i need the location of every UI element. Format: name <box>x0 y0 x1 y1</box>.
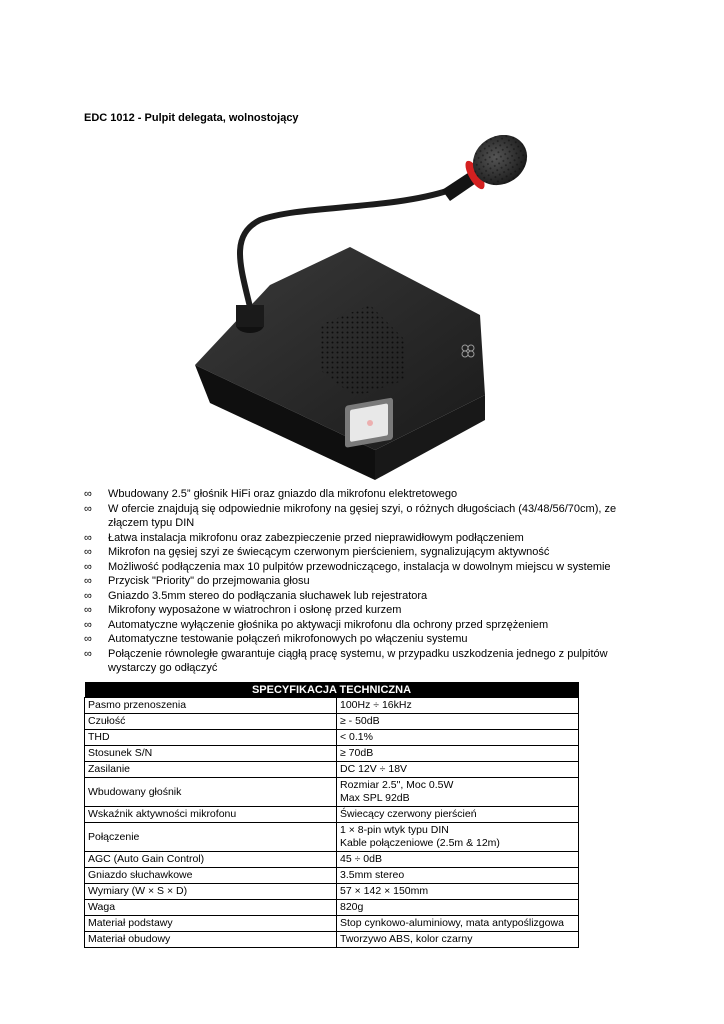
bullet-icon: ∞ <box>84 546 92 558</box>
spec-value-line: ≥ - 50dB <box>340 715 380 727</box>
spec-label: Zasilanie <box>85 762 337 778</box>
feature-text: Gniazdo 3.5mm stereo do podłączania słuchawek lub rejestratora <box>108 589 428 602</box>
spec-value <box>337 778 579 807</box>
spec-table <box>84 682 579 948</box>
spec-label: Pasmo przenoszenia <box>85 698 337 714</box>
feature-text: Łatwa instalacja mikrofonu oraz zabezpieczenie przed nieprawidłowym podłączeniem <box>108 531 524 544</box>
bullet-icon: ∞ <box>84 502 92 515</box>
spec-value-line: Stop cynkowo-aluminiowy, mata antypoślizgowa <box>340 917 564 929</box>
spec-label: Czułość <box>85 714 337 730</box>
spec-value-line: Max SPL 92dB <box>340 792 410 804</box>
spec-value <box>337 900 579 916</box>
spec-row <box>85 698 579 714</box>
spec-value <box>337 807 579 823</box>
feature-item <box>84 632 644 647</box>
spec-label: Waga <box>85 900 337 916</box>
spec-value-line: DC 12V ÷ 18V <box>340 763 408 775</box>
feature-item <box>84 574 644 589</box>
spec-value-line: Świecący czerwony pierścień <box>340 808 477 820</box>
spec-value <box>337 868 579 884</box>
spec-row <box>85 746 579 762</box>
spec-value <box>337 762 579 778</box>
spec-label: Wbudowany głośnik <box>85 778 337 807</box>
spec-value <box>337 698 579 714</box>
spec-label: Wymiary (W × S × D) <box>85 884 337 900</box>
feature-text: Przycisk "Priority" do przejmowania głosu <box>108 575 310 587</box>
feature-text: Mikrofony wyposażone w wiatrochron i osłonę przed kurzem <box>108 604 402 616</box>
spec-value-line: 100Hz ÷ 16kHz <box>340 699 412 711</box>
bullet-icon: ∞ <box>84 618 92 631</box>
spec-row <box>85 916 579 932</box>
spec-label: THD <box>85 730 337 746</box>
spec-value <box>337 730 579 746</box>
spec-label: Gniazdo słuchawkowe <box>85 868 337 884</box>
spec-value <box>337 932 579 948</box>
feature-text: Połączenie równoległe gwarantuje ciągłą pracę systemu, w przypadku uszkodzenia jednego z pulpitów wystarczy go odłączyć <box>108 647 608 674</box>
feature-item <box>84 589 644 604</box>
spec-row <box>85 884 579 900</box>
spec-row <box>85 852 579 868</box>
feature-item <box>84 531 644 546</box>
spec-table-header: SPECYFIKACJA TECHNICZNA <box>85 682 579 698</box>
spec-value-line: Tworzywo ABS, kolor czarny <box>340 933 473 945</box>
spec-value-line: 45 ÷ 0dB <box>340 853 382 865</box>
bullet-icon: ∞ <box>84 531 92 544</box>
page-title: EDC 1012 - Pulpit delegata, wolnostojący <box>84 112 299 124</box>
feature-text: W ofercie znajdują się odpowiednie mikrofony na gęsiej szyi, o różnych długościach (43/48/56/70cm), ze złączem typu DIN <box>108 502 617 529</box>
spec-value-line: 57 × 142 × 150mm <box>340 885 429 897</box>
feature-item <box>84 545 644 560</box>
spec-value-line: Rozmiar 2.5", Moc 0.5W <box>340 779 454 791</box>
bullet-icon: ∞ <box>84 560 92 573</box>
bullet-icon: ∞ <box>84 575 92 587</box>
spec-value-line: 1 × 8-pin wtyk typu DIN <box>340 824 449 836</box>
spec-label: Stosunek S/N <box>85 746 337 762</box>
spec-row <box>85 730 579 746</box>
spec-value-line: Kable połączeniowe (2.5m & 12m) <box>340 837 500 849</box>
spec-value <box>337 852 579 868</box>
spec-value <box>337 823 579 852</box>
spec-value-line: 820g <box>340 901 364 913</box>
feature-list <box>84 487 644 676</box>
spec-value <box>337 746 579 762</box>
spec-label: Materiał obudowy <box>85 932 337 948</box>
feature-text: Możliwość podłączenia max 10 pulpitów przewodniczącego, instalacja w dowolnym miejscu w systemie <box>108 560 611 573</box>
feature-item <box>84 603 644 618</box>
feature-item <box>84 647 644 676</box>
spec-row <box>85 932 579 948</box>
spec-value <box>337 916 579 932</box>
spec-label: Wskaźnik aktywności mikrofonu <box>85 807 337 823</box>
spec-label: AGC (Auto Gain Control) <box>85 852 337 868</box>
feature-text: Automatyczne wyłączenie głośnika po aktywacji mikrofonu dla ochrony przed sprzężeniem <box>108 618 549 631</box>
feature-text: Mikrofon na gęsiej szyi ze świecącym czerwonym pierścieniem, sygnalizującym aktywność <box>108 546 550 558</box>
bullet-icon: ∞ <box>84 633 92 645</box>
feature-text: Automatyczne testowanie połączeń mikrofonowych po włączeniu systemu <box>108 633 468 645</box>
spec-row <box>85 807 579 823</box>
bullet-icon: ∞ <box>84 488 92 500</box>
spec-label: Materiał podstawy <box>85 916 337 932</box>
spec-row <box>85 762 579 778</box>
spec-value <box>337 714 579 730</box>
bullet-icon: ∞ <box>84 589 92 602</box>
feature-item <box>84 618 644 633</box>
feature-item <box>84 487 644 502</box>
feature-item <box>84 560 644 575</box>
spec-row <box>85 714 579 730</box>
spec-row <box>85 868 579 884</box>
product-photo <box>180 135 540 485</box>
spec-value-line: ≥ 70dB <box>340 747 374 759</box>
bullet-icon: ∞ <box>84 647 92 660</box>
bullet-icon: ∞ <box>84 604 92 616</box>
spec-value <box>337 884 579 900</box>
spec-row <box>85 778 579 807</box>
spec-label: Połączenie <box>85 823 337 852</box>
spec-value-line: 3.5mm stereo <box>340 869 405 881</box>
spec-row <box>85 823 579 852</box>
feature-item <box>84 502 644 531</box>
feature-text: Wbudowany 2.5” głośnik HiFi oraz gniazdo dla mikrofonu elektretowego <box>108 488 458 500</box>
spec-value-line: < 0.1% <box>340 731 373 743</box>
spec-row <box>85 900 579 916</box>
